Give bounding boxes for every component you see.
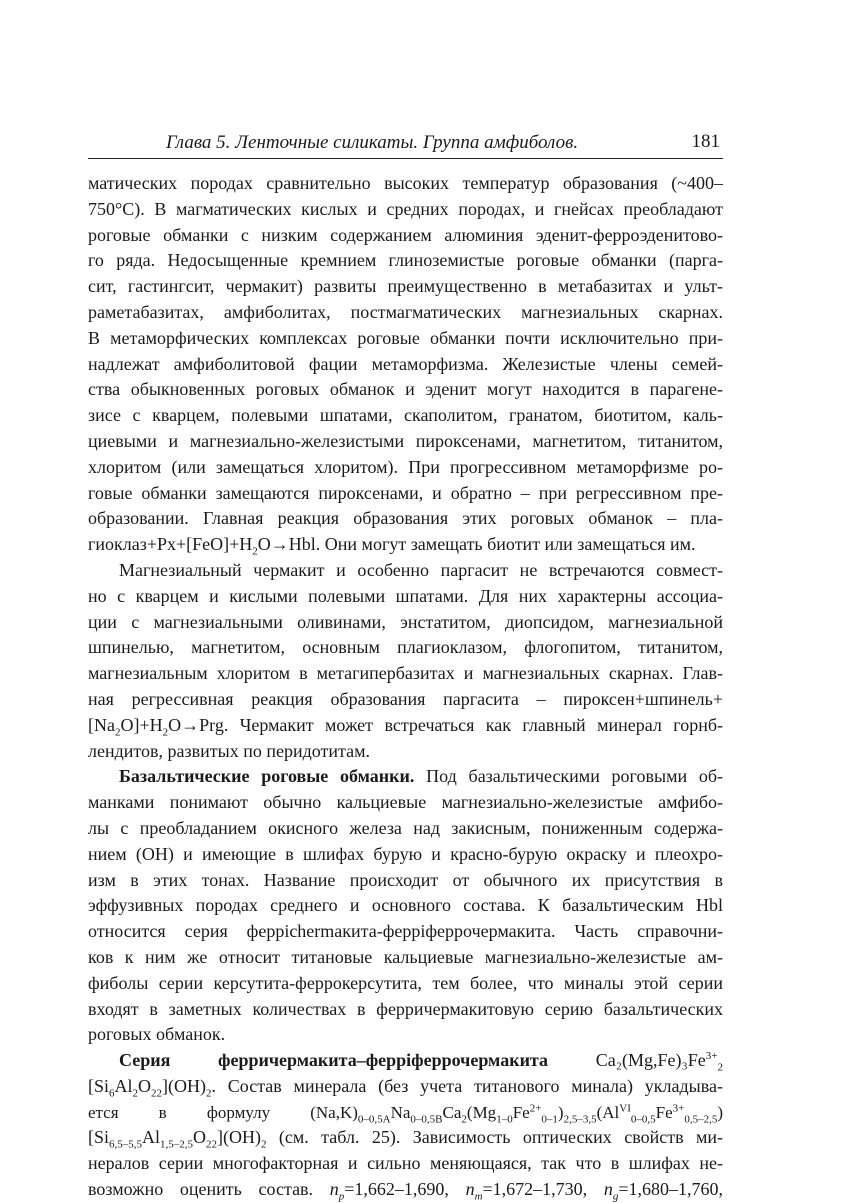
text-line: роговых обманок. [88,1024,226,1045]
nm-value: =1,672–1,730, [482,1179,604,1200]
text-run: гиоклаз+Px+[FeO]+H [88,534,253,555]
superscript: VI [619,1102,631,1115]
ng-symbol: n [603,1179,613,1200]
superscript: 3+ [672,1102,685,1115]
text-run: ](OH) [162,1075,206,1096]
text-line: нералов серии многофакторная и сильно меняющаяся, так что в шлифах не- [88,1153,723,1174]
text-line: го ряда. Недосыщенные кремнием глиноземистые роговые обманки (парга- [88,250,723,271]
subscript: p [338,1190,345,1203]
text-line: В метаморфических комплексах роговые обманки почти исключительно при- [88,327,723,348]
ng-value: =1,680–1,760, [618,1179,723,1200]
text-run: O]+H [120,714,163,735]
text-line: магнезиальным хлоритом в метагипербазитах и магнезиальных скарнах. Глав- [88,663,723,684]
text-line: циевыми и магнезиально-железистыми пироксенами, магнетитом, титанитом, [88,430,723,451]
text-run: [Si [88,1127,110,1148]
text-line: нием (ОН) и имеющие в шлифах бурую и красно-бурую окраску и плеохро- [88,843,723,864]
nm-symbol: n [465,1179,475,1200]
np-symbol: n [329,1179,339,1200]
text-line: раметабазитах, амфиболитах, постмагматических магнезиальных скарнах. [88,301,723,322]
text-line: изм в этих тонах. Название происходит от обычного их присутствия в [88,869,723,890]
text-line: Магнезиальный чермакит и особенно паргасит не встречаются совмест- [119,559,723,580]
text-run: Al [142,1127,161,1148]
subscript: 0–1 [541,1113,558,1126]
text-line: эффузивных породах среднего и основного состава. К базальтическим Hbl [88,895,723,916]
text-run: O→Hbl. Они могут замещать биотит или замещаться им. [257,534,696,555]
subscript: 0–0,5B [410,1113,443,1126]
text-run: (Al [596,1102,620,1122]
text-run: Al [114,1075,133,1096]
formula: Ca₂(Mg,Fe)₃Fe [548,1050,706,1071]
text-run: ) [557,1102,564,1122]
subscript: 2 [717,1061,723,1074]
text-line [88,1100,723,1126]
chapter-title: Глава 5. Ленточные силикаты. Группа амфиболов. [166,132,579,153]
text-line: лендитов, развитых по перидотитам. [88,740,370,761]
subscript: 2 [461,1113,467,1126]
subscript: 2 [162,726,169,739]
subscript: g [612,1190,619,1203]
text-run: O→Prg. Чермакит может встречаться как главный минерал горнб- [168,714,723,735]
text-line: манками понимают обычно кальциевые магнезиально-железистые амфибо- [88,792,723,813]
text-run: Fe [655,1102,673,1122]
text-line [88,764,723,790]
subscript: 0–0,5A [357,1113,391,1126]
text-line: надлежат амфиболитовой фации метаморфизма. Железистые члены семей- [88,353,723,374]
text-run: Под базальтическими роговыми об- [414,766,723,787]
text-line [88,1074,723,1100]
np-value: =1,662–1,690, [344,1179,466,1200]
text-run: (см. табл. 25). Зависимость оптических свойств ми- [266,1127,723,1148]
paragraph-1 [88,171,723,558]
subscript: 2,5–3,5 [563,1113,597,1126]
subscript: 0,5–2,5 [684,1113,718,1126]
text-line: относится серия феррichermакита-феррiферрочермакита. Часть справочни- [88,921,723,942]
text-line [88,1048,723,1074]
text-line: шпинелью, магнетитом, основным плагиоклазом, флогопитом, титанитом, [88,637,723,658]
paragraph-3 [88,764,723,1048]
text-run: O [193,1127,207,1148]
subscript: 22 [206,1139,218,1152]
text-line: роговые обманки с низким содержанием алюминия эденит-ферроэденитово- [88,224,723,245]
text-run: Fe [512,1102,530,1122]
subscript: m [474,1190,483,1203]
text-line: зисе с кварцем, полевыми шпатами, скаполитом, гранатом, биотитом, каль- [88,405,723,426]
running-header [88,128,723,159]
text-line: но с кварцем и кислыми полевыми шпатами. Для них характерны ассоциа- [88,585,723,606]
text-run: . Состав минерала (без учета титанового минала) укладыва- [211,1075,723,1096]
text-run: [Si [88,1075,110,1096]
text-line: сит, гастингсит, чермакит) развиты преимущественно в метабазитах и ульт- [88,276,723,297]
subscript: 2 [261,1139,267,1152]
subscript: 2 [132,1087,139,1100]
subscript: 2 [114,726,121,739]
subscript: 0–0,5 [630,1113,656,1126]
page-number: 181 [691,131,720,152]
subscript: 6,5–5,5 [109,1139,143,1152]
text-run: O [138,1075,152,1096]
text-line: ции с магнезиальными оливинами, энстатитом, диопсидом, магнезиальной [88,611,723,632]
text-run: (Mg [466,1102,497,1122]
subscript: 2 [252,545,258,558]
text-run: ) [717,1102,723,1122]
subscript: 1,5–2,5 [160,1139,194,1152]
subscript: 6 [109,1087,115,1100]
subscript: 1–0 [496,1113,513,1126]
body-text [88,171,723,1203]
text-line: ства обыкновенных роговых обманок и эденит могут находится в парагене- [88,379,723,400]
text-line: говые обманки замещаются пироксенами, и обратно – при регрессивном пре- [88,482,723,503]
text-line: лы с преобладанием окисного железа над закисным, пониженным содержа- [88,817,723,838]
text-line: образовании. Главная реакция образования этих роговых обманок – пла- [88,508,723,529]
superscript: 3+ [705,1050,718,1063]
text-line: 750°С). В магматических кислых и средних породах, и гнейсах преобладают [88,198,723,219]
text-line: фиболы серии керсутита-феррокерсутита, тем более, что миналы этой серии [88,972,723,993]
paragraph-4 [88,1048,723,1203]
text-line: ков к ним же относит титановые кальциевые магнезиально-железистые ам- [88,946,723,967]
section-heading-inline: Базальтические роговые обманки. [119,766,415,787]
series-heading: Серия ферричермакита–феррiферрочермакита [119,1050,548,1071]
text-line [88,532,723,558]
superscript: 2+ [529,1102,542,1115]
subscript: 22 [151,1087,163,1100]
text-run: ется в формулу (Na,K) [88,1102,358,1122]
text-run: Ca [442,1102,462,1122]
text-run: [Na [88,714,115,735]
text-line: хлоритом (или замещаться хлоритом). При прогрессивном метаморфизме ро- [88,456,723,477]
text-run: возможно оценить состав. [88,1179,330,1200]
text-run: Na [390,1102,411,1122]
text-line: матических породах сравнительно высоких температур образования (~400– [88,173,723,193]
text-line [88,713,723,739]
text-line: ная регрессивная реакция образования паргасита – пироксен+шпинель+ [88,688,723,709]
subscript: 2 [206,1087,212,1100]
text-line [88,1125,723,1151]
text-run: ](OH) [217,1127,261,1148]
paragraph-2 [88,558,723,764]
text-line: входят в заметных количествах в ферричермакитовую серию базальтических [88,998,723,1019]
